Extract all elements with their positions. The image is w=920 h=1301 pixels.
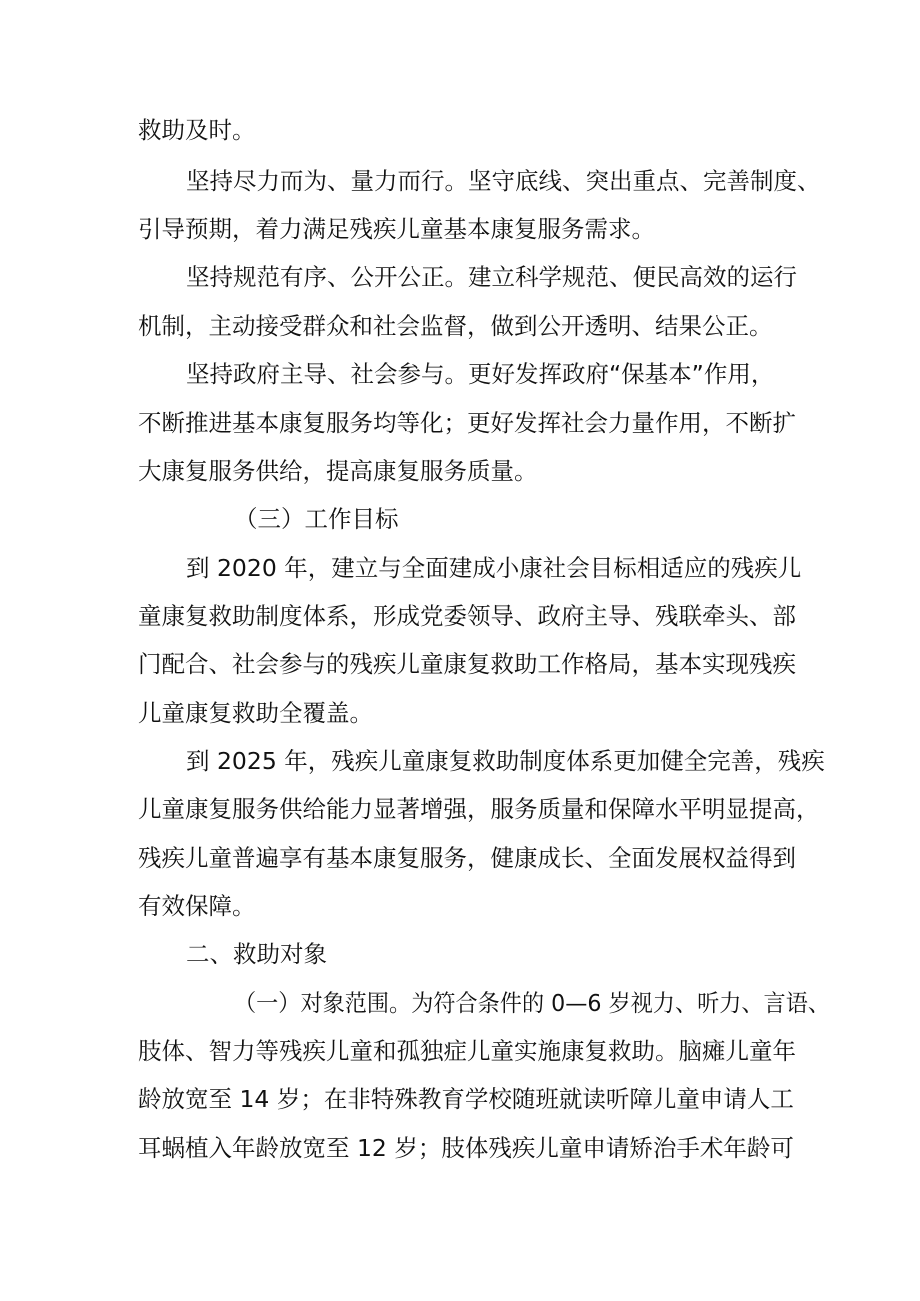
document-line-19: （一）对象范围。为符合条件的 0—6 岁视力、听力、言语、: [234, 989, 830, 1017]
document-line-22: 耳蜗植入年龄放宽至 12 岁；肢体残疾儿童申请矫治手术年龄可: [138, 1134, 794, 1162]
document-line-6: 坚持政府主导、社会参与。更好发挥政府“保基本”作用，: [186, 360, 775, 388]
document-line-4: 坚持规范有序、公开公正。建立科学规范、便民高效的运行: [186, 263, 797, 291]
document-line-14: 到 2025 年，残疾儿童康复救助制度体系更加健全完善，残疾: [186, 747, 825, 775]
document-line-12: 门配合、社会参与的残疾儿童康复救助工作格局，基本实现残疾: [138, 650, 796, 678]
document-line-18: 二、救助对象: [186, 940, 327, 968]
document-line-1: 救助及时。: [138, 116, 256, 144]
document-line-16: 残疾儿童普遍享有基本康复服务，健康成长、全面发展权益得到: [138, 844, 796, 872]
document-line-5: 机制，主动接受群众和社会监督，做到公开透明、结果公正。: [138, 312, 773, 340]
document-line-2: 坚持尽力而为、量力而行。坚守底线、突出重点、完善制度、: [186, 167, 821, 195]
document-line-21: 龄放宽至 14 岁；在非特殊教育学校随班就读听障儿童申请人工: [138, 1085, 794, 1113]
document-line-10: 到 2020 年，建立与全面建成小康社会目标相适应的残疾儿: [186, 554, 802, 582]
document-line-17: 有效保障。: [138, 892, 256, 920]
document-line-9: （三）工作目标: [234, 505, 399, 533]
document-line-3: 引导预期，着力满足残疾儿童基本康复服务需求。: [138, 215, 655, 243]
document-line-8: 大康复服务供给，提高康复服务质量。: [138, 457, 538, 485]
document-line-20: 肢体、智力等残疾儿童和孤独症儿童实施康复救助。脑瘫儿童年: [138, 1037, 796, 1065]
document-line-7: 不断推进基本康复服务均等化；更好发挥社会力量作用，不断扩: [138, 409, 796, 437]
document-line-15: 儿童康复服务供给能力显著增强，服务质量和保障水平明显提高，: [138, 795, 820, 823]
document-line-13: 儿童康复救助全覆盖。: [138, 699, 373, 727]
document-line-11: 童康复救助制度体系，形成党委领导、政府主导、残联牵头、部: [138, 602, 796, 630]
